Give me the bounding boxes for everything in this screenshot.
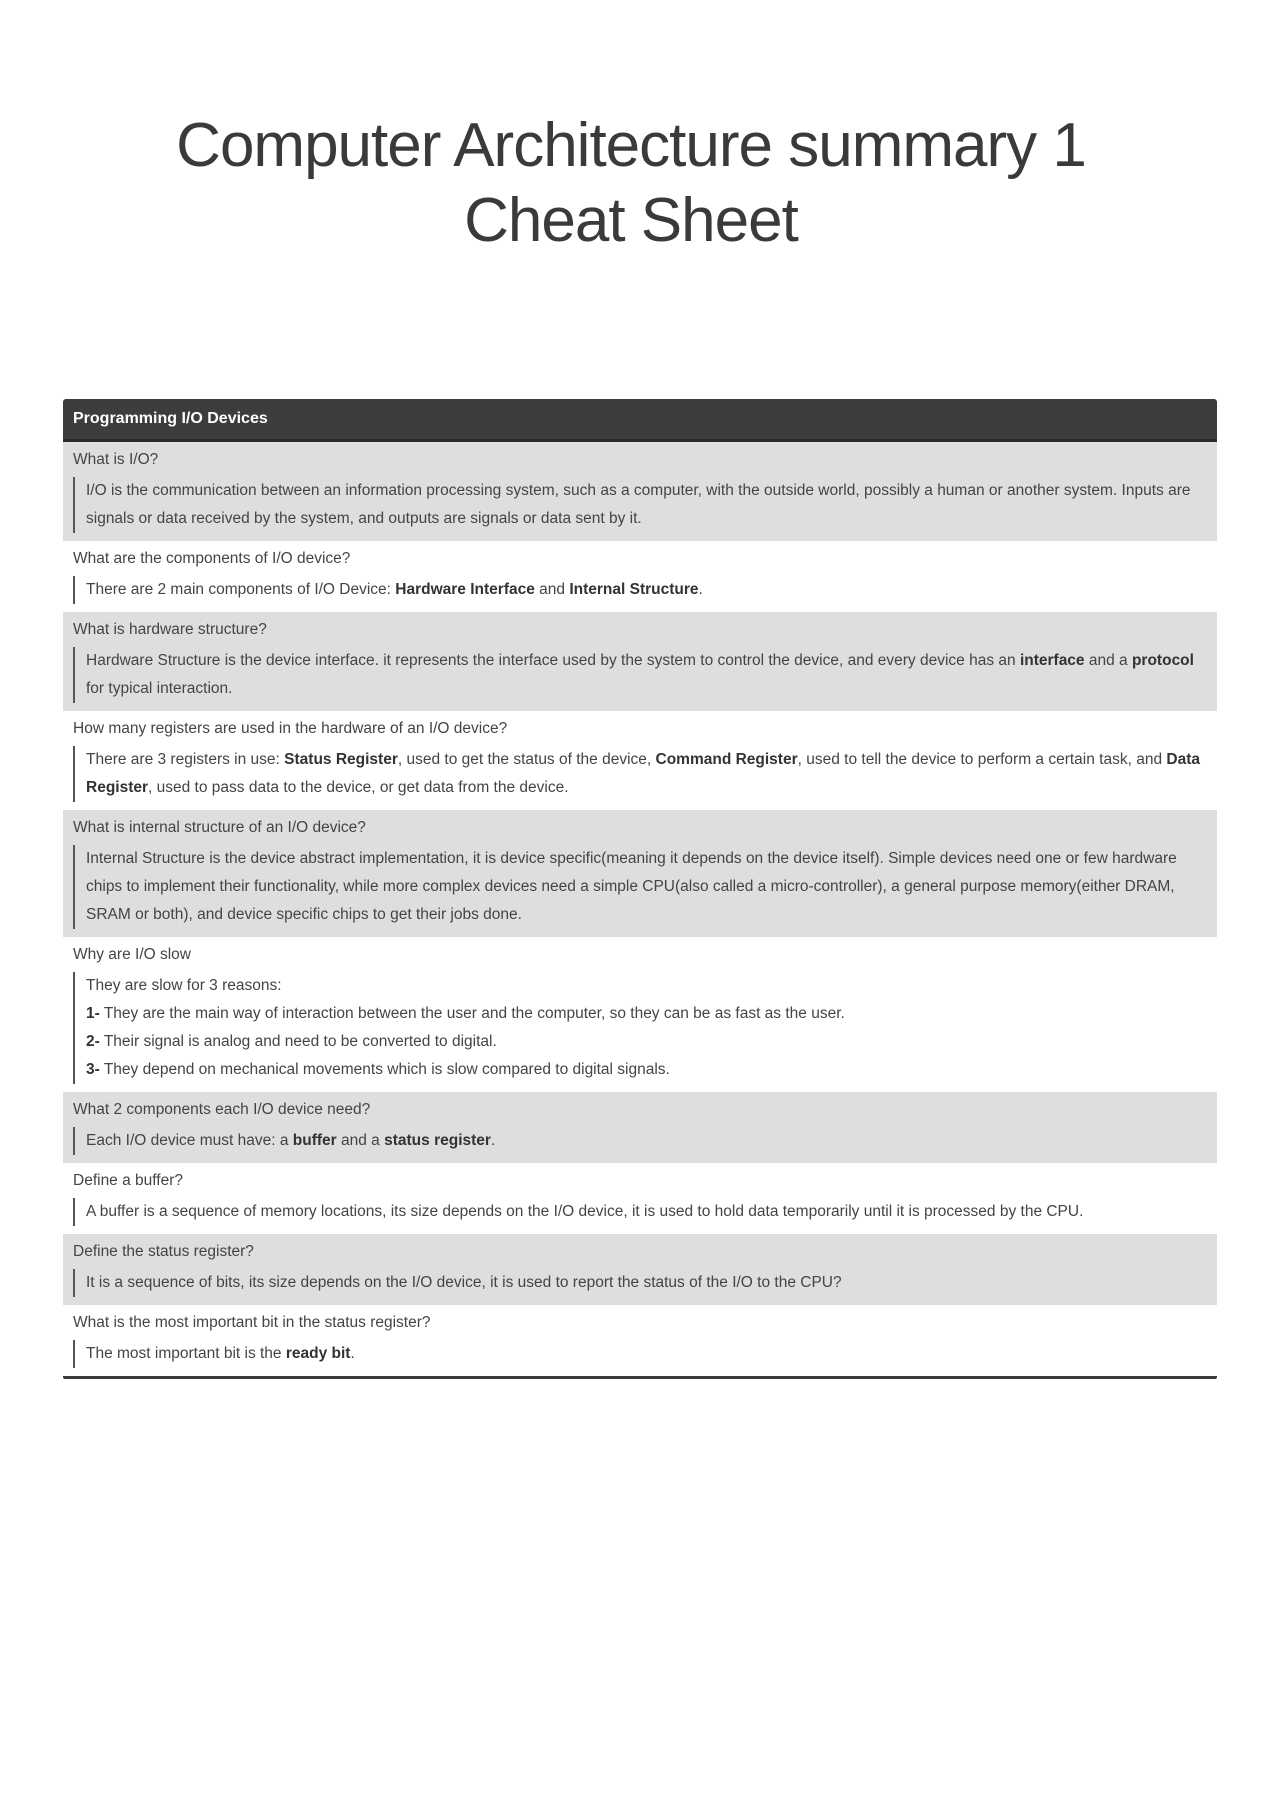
answer [73, 576, 1207, 604]
answer [73, 477, 1207, 533]
answer-emphasis: 1- [86, 1005, 100, 1022]
answer-emphasis: interface [1019, 652, 1085, 669]
qa-item [63, 810, 1217, 937]
page-title [0, 108, 1262, 258]
answer-text: They are slow for 3 reasons: [86, 977, 282, 994]
answer [73, 845, 1207, 929]
question: What 2 components each I/O device need? [73, 1101, 371, 1118]
qa-item [63, 541, 1217, 612]
question: What is hardware structure? [73, 621, 267, 638]
question: Define a buffer? [73, 1172, 184, 1189]
answer-emphasis: status register [384, 1132, 491, 1149]
answer-emphasis: Command Register [655, 751, 798, 768]
answer-emphasis: Internal Structure [569, 581, 699, 598]
answer-text: A buffer is a sequence of memory locations, its size depends on the I/O device, it is used to hold data temporarily until it is processed by the CPU. [86, 1203, 1084, 1220]
answer-emphasis: ready bit [285, 1345, 351, 1362]
answer-text: and [534, 581, 570, 598]
answer-text: and a [336, 1132, 385, 1149]
answer-text: The most important bit is the [86, 1345, 286, 1362]
question: What are the components of I/O device? [73, 550, 351, 567]
answer-text: Each I/O device must have: a [86, 1132, 293, 1149]
question: Why are I/O slow [73, 946, 191, 963]
answer-text: . [350, 1345, 355, 1362]
answer-text: Hardware Structure is the device interface. it represents the interface used by the system to control the device, and every device has an [86, 652, 1020, 669]
answer-emphasis: 3- [86, 1061, 100, 1078]
answer [73, 1127, 1207, 1155]
answer-emphasis: 2- [86, 1033, 100, 1050]
page-title-line-1: Computer Architecture summary 1 [176, 111, 1086, 180]
answer-emphasis: Hardware Interface [395, 581, 535, 598]
qa-item [63, 612, 1217, 711]
answer [73, 1340, 1207, 1368]
answer [73, 746, 1207, 802]
question: What is the most important bit in the status register? [73, 1314, 431, 1331]
answer-text: Internal Structure is the device abstract implementation, it is device specific(meaning it depends on the device itself). Simple devices need one or few hardware chips to implement their functionality, while more complex devices need a simple CPU(also called a micro-controller), a general purpose memory(either DRAM, SRAM or both), and device specific chips to get their jobs done. [86, 850, 1177, 923]
answer-text: , used to pass data to the device, or get data from the device. [148, 779, 569, 796]
question: How many registers are used in the hardware of an I/O device? [73, 720, 508, 737]
answer-emphasis: Status Register [284, 751, 398, 768]
answer-text: There are 2 main components of I/O Device: [86, 581, 396, 598]
qa-item [63, 1092, 1217, 1163]
qa-item [63, 1163, 1217, 1234]
answer-text: There are 3 registers in use: [86, 751, 285, 768]
question: Define the status register? [73, 1243, 254, 1260]
answer [73, 1269, 1207, 1297]
qa-item [63, 1234, 1217, 1305]
answer-emphasis: Data Register [86, 751, 1200, 796]
section-header: Programming I/O Devices [63, 399, 1217, 442]
question: What is internal structure of an I/O device? [73, 819, 366, 836]
answer-text: , used to get the status of the device, [397, 751, 656, 768]
answer [73, 972, 1207, 1084]
qa-list [63, 442, 1217, 1376]
qa-item [63, 937, 1217, 1092]
answer-text: . [698, 581, 703, 598]
answer-text: . [490, 1132, 496, 1149]
answer-text: , used to tell the device to perform a certain task, and [797, 751, 1167, 768]
answer-text: They depend on mechanical movements which is slow compared to digital signals. [99, 1061, 670, 1078]
qa-item [63, 711, 1217, 810]
answer-text: They are the main way of interaction between the user and the computer, so they can be as fast as the user. [99, 1005, 845, 1022]
answer-text: Their signal is analog and need to be converted to digital. [99, 1033, 497, 1050]
answer-emphasis: buffer [292, 1132, 337, 1149]
answer-text: It is a sequence of bits, its size depends on the I/O device, it is used to report the status of the I/O to the CPU? [86, 1274, 842, 1291]
qa-item [63, 442, 1217, 541]
answer-text: I/O is the communication between an information processing system, such as a computer, with the outside world, possibly a human or another system. Inputs are signals or data received by the system, and outputs are signals or data sent by it. [86, 482, 1191, 527]
question: What is I/O? [73, 451, 159, 468]
qa-item [63, 1305, 1217, 1376]
cheat-sheet-card [63, 399, 1217, 1379]
answer [73, 1198, 1207, 1226]
answer-emphasis: protocol [1131, 652, 1194, 669]
page-title-line-2: Cheat Sheet [464, 186, 798, 255]
answer-text: for typical interaction. [86, 680, 233, 697]
answer [73, 647, 1207, 703]
answer-text: and a [1084, 652, 1132, 669]
